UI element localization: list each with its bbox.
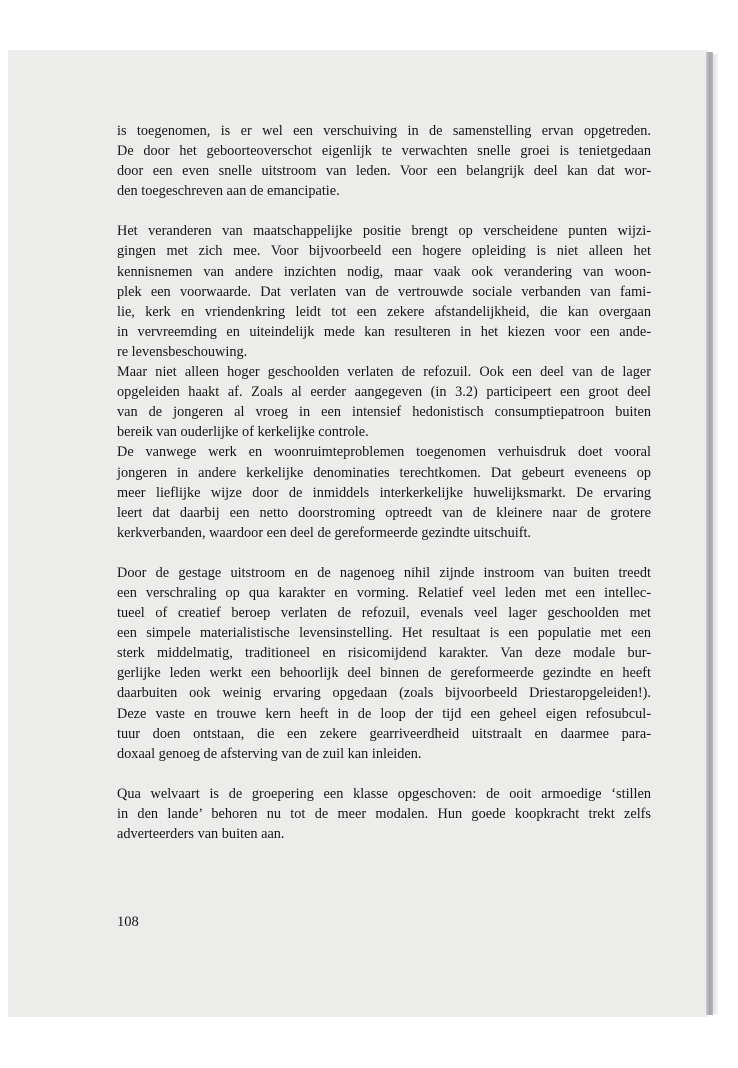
text-line: Deze vaste en trouwe kern heeft in de loop der tijd een geheel eigen refosubcul-	[117, 705, 651, 722]
text-line: een verschraling op qua karakter en vorming. Relatief veel leden met een intellec-	[117, 584, 651, 601]
text-line: Qua welvaart is de groepering een klasse opgeschoven: de ooit armoedige ‘stillen	[117, 785, 651, 802]
paragraph-4	[117, 442, 651, 542]
text-line: re levensbeschouwing.	[117, 343, 248, 360]
text-line: gerlijke leden werkt een behoorlijk deel binnen de gereformeerde gezindte en heeft	[117, 665, 651, 682]
text-line: adverteerders van buiten aan.	[117, 826, 285, 842]
text-line: in vervreemding en uiteindelijk mede kan resulteren in het kiezen voor een ande-	[117, 323, 651, 340]
paragraph-5	[117, 563, 651, 764]
paragraph-6	[117, 784, 651, 844]
text-line: doxaal genoeg de afsterving van de zuil kan inleiden.	[117, 745, 422, 762]
text-line: daarbuiten ook weinig ervaring opgedaan (zoals bijvoorbeeld Driestaropgeleiden!).	[117, 685, 651, 702]
text-line: tueel of creatief beroep verlaten de refozuil, evenals veel lager geschoolden met	[117, 605, 651, 622]
text-line: gingen met zich mee. Voor bijvoorbeeld een hogere opleiding is niet alleen het	[117, 243, 651, 260]
text-line: meer lieflijke wijze door de inmiddels interkerkelijke huwelijksmarkt. De ervaring	[117, 484, 651, 501]
text-line: opgeleiden haakt af. Zoals al eerder aangegeven (in 3.2) participeert een groot deel	[117, 384, 651, 401]
text-line: Het veranderen van maatschappelijke positie brengt op verscheidene punten wijzi-	[117, 223, 651, 240]
text-line: een simpele materialistische levensinstelling. Het resultaat is een populatie met een	[117, 625, 651, 642]
text-line: leert dat daarbij een netto doorstroming optreedt van de kleinere naar de grotere	[117, 504, 651, 521]
text-line: kennisnemen van andere inzichten nodig, maar vaak ook verandering van woon-	[117, 263, 651, 280]
text-line: jongeren in andere kerkelijke denominaties terechtkomen. Dat gebeurt eveneens op	[117, 464, 651, 481]
text-line: De door het geboorteoverschot eigenlijk te verwachten snelle groei is tenietgedaan	[117, 143, 651, 160]
body-text	[117, 121, 651, 844]
text-line: lie, kerk en vriendenkring leidt tot een zekere afstandelijkheid, die kan overgaan	[117, 303, 651, 320]
text-line: kerkverbanden, waardoor een deel de gereformeerde gezindte uitschuift.	[117, 524, 532, 541]
text-line: in den lande’ behoren nu tot de meer modalen. Hun goede koopkracht trekt zelfs	[117, 805, 651, 822]
text-line: tuur doen ontstaan, die een zekere gearriveerdheid uitstraalt en daarmee para-	[117, 725, 651, 742]
page-edge	[706, 52, 713, 1015]
text-line: door een even snelle uitstroom van leden. Voor een belangrijk deel kan dat wor-	[117, 163, 651, 180]
text-line: Door de gestage uitstroom en de nagenoeg nihil zijnde instroom van buiten treedt	[117, 564, 651, 581]
paragraph-3	[117, 362, 651, 442]
page-edge-shadow	[713, 54, 718, 1014]
paragraph-2	[117, 221, 651, 362]
text-line: De vanwege werk en woonruimteproblemen toegenomen verhuisdruk doet vooral	[117, 444, 651, 461]
text-line: sterk middelmatig, traditioneel en risicomijdend karakter. Van deze modale bur-	[117, 645, 651, 662]
paragraph-1	[117, 121, 651, 201]
text-line: plek een voorwaarde. Dat verlaten van de vertrouwde sociale verbanden van fami-	[117, 283, 651, 300]
text-line: is toegenomen, is er wel een verschuiving in de samenstelling ervan opgetreden.	[117, 123, 651, 139]
page-number: 108	[117, 914, 139, 930]
text-line: van de jongeren al vroeg in een intensief hedonistisch consumptiepatroon buiten	[117, 404, 651, 421]
text-line: den toegeschreven aan de emancipatie.	[117, 183, 340, 200]
text-line: Maar niet alleen hoger geschoolden verlaten de refozuil. Ook een deel van de lager	[117, 364, 651, 381]
text-line: bereik van ouderlijke of kerkelijke controle.	[117, 424, 369, 441]
